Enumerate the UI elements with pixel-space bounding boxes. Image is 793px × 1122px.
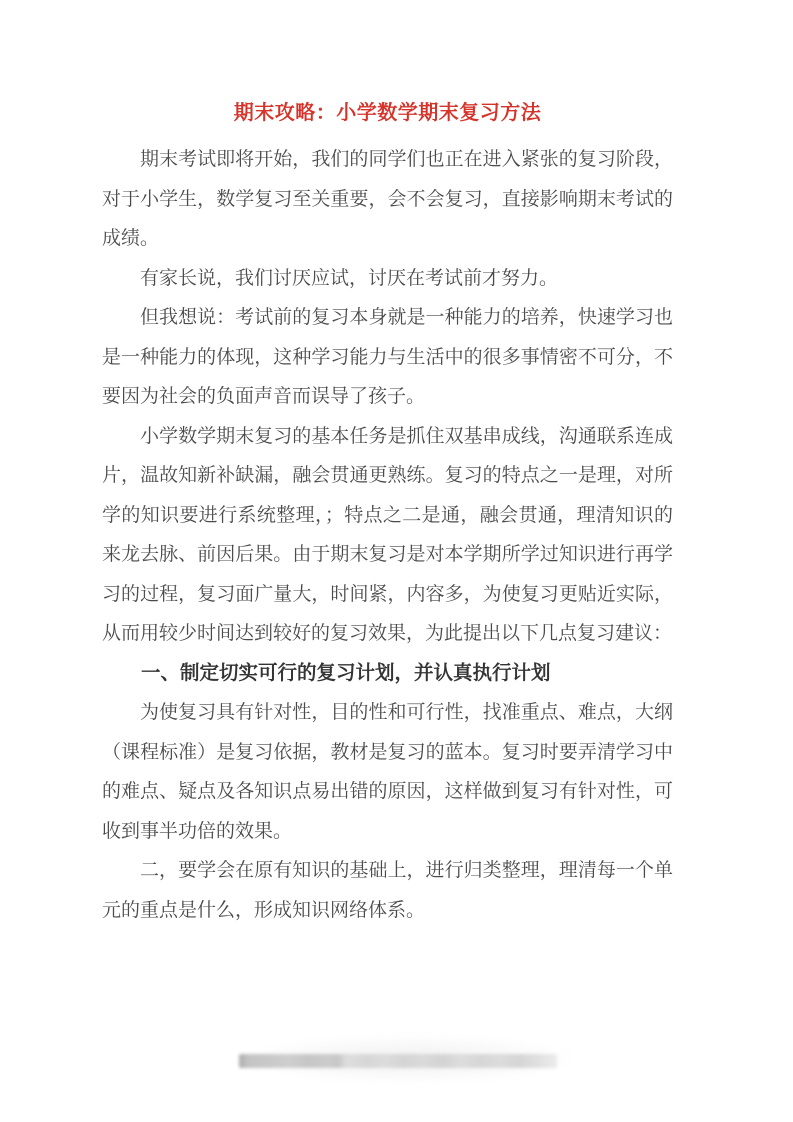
paragraph: 为使复习具有针对性，目的性和可行性，找准重点、难点，大纲（课程标准）是复习依据，教材是复习的蓝本。复习时要弄清学习中的难点、疑点及各知识点易出错的原因，这样做到复习有针对性，可收到事半功倍的效果。 [102,702,673,842]
paragraph-list [102,140,673,930]
watermark-blur-bar [239,1054,557,1068]
document-content [102,93,673,930]
paragraph: 期末考试即将开始，我们的同学们也正在进入紧张的复习阶段，对于小学生，数学复习至关重要，会不会复习，直接影响期末考试的成绩。 [102,149,673,249]
paragraph: 有家长说，我们讨厌应试，讨厌在考试前才努力。 [140,267,559,289]
document-title: 期末攻略：小学数学期末复习方法 [233,102,542,124]
paragraph: 但我想说：考试前的复习本身就是一种能力的培养，快速学习也是一种能力的体现，这种学习能力与生活中的很多事情密不可分，不要因为社会的负面声音而误导了孩子。 [102,307,673,407]
paragraph: 小学数学期末复习的基本任务是抓住双基串成线，沟通联系连成片，温故知新补缺漏，融会贯通更熟练。复习的特点之一是理，对所学的知识要进行系统整理，；特点之二是通，融会贯通，理清知识的来龙去脉、前因后果。由于期末复习是对本学期所学过知识进行再学习的过程，复习面广量大，时间紧，内容多，为使复习更贴近实际，从而用较少时间达到较好的复习效果，为此提出以下几点复习建议： [102,425,673,644]
paragraph: 二，要学会在原有知识的基础上，进行归类整理，理清每一个单元的重点是什么，形成知识网络体系。 [102,860,673,921]
section-heading: 一、制定切实可行的复习计划，并认真执行计划 [141,662,551,684]
